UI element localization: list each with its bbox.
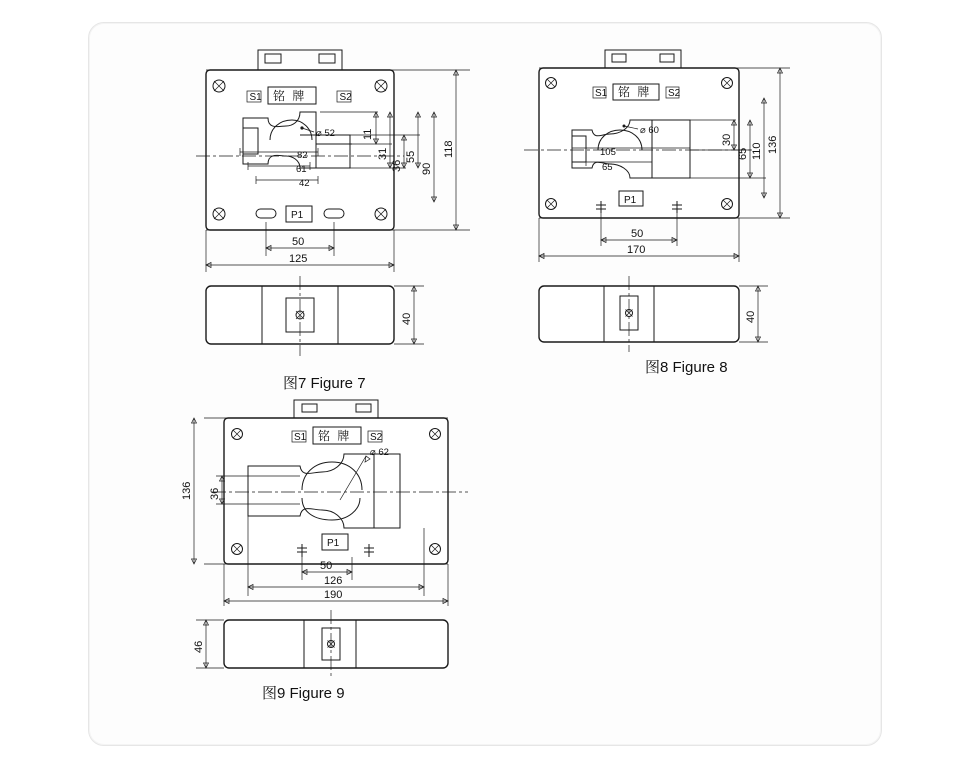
svg-text:105: 105	[600, 147, 616, 158]
svg-text:190: 190	[324, 589, 343, 601]
svg-text:125: 125	[289, 253, 308, 265]
figure-8-diameter-label: ⌀ 60	[640, 125, 659, 136]
figure-8-side-height: 40	[745, 310, 757, 323]
svg-text:61: 61	[296, 164, 307, 175]
svg-text:136: 136	[181, 481, 193, 500]
svg-text:31: 31	[377, 147, 389, 160]
figure-7-terminal-s2: S2	[339, 92, 352, 103]
figure-8-terminal-s1: S1	[595, 88, 608, 99]
figure-8-horizontal-dims	[539, 213, 739, 262]
figure-7-side-height: 40	[401, 312, 413, 325]
figure-8-caption: 图8 Figure 8	[645, 359, 728, 376]
figure-8-p1-label: P1	[624, 195, 637, 206]
figure-7-terminal-s1: S1	[249, 92, 262, 103]
svg-text:118: 118	[443, 140, 455, 158]
figure-7-diameter-label: ⌀ 52	[316, 128, 335, 139]
figure-9-diameter-label: ⌀ 62	[370, 447, 389, 458]
svg-text:110: 110	[751, 142, 763, 160]
svg-text:50: 50	[292, 236, 305, 248]
figure-7-caption: 图7 Figure 7	[283, 375, 366, 392]
figure-9-caption: 图9 Figure 9	[262, 685, 345, 702]
figure-8-nameplate: 铭 牌	[618, 85, 652, 99]
svg-text:42: 42	[299, 178, 310, 189]
svg-text:65: 65	[737, 147, 749, 160]
figure-8-group	[524, 50, 790, 352]
figure-8-terminal-s2: S2	[668, 88, 681, 99]
figure-9-side-height: 46	[193, 640, 205, 653]
figure-7-group	[196, 50, 470, 356]
svg-text:30: 30	[721, 133, 733, 146]
svg-text:170: 170	[627, 244, 646, 256]
svg-text:50: 50	[631, 228, 644, 240]
figure-9-p1-label: P1	[327, 538, 340, 549]
figure-7-p1-label: P1	[291, 210, 304, 221]
figure-7-nameplate: 铭 牌	[273, 89, 307, 103]
svg-text:65: 65	[602, 162, 613, 173]
svg-text:11: 11	[362, 128, 374, 140]
svg-text:55: 55	[405, 150, 417, 163]
svg-text:126: 126	[324, 575, 343, 587]
figure-9-nameplate: 铭 牌	[318, 429, 352, 443]
svg-text:82: 82	[297, 150, 308, 161]
figure-9-terminal-s2: S2	[370, 432, 383, 443]
svg-text:90: 90	[421, 162, 433, 175]
figure-9-group	[181, 400, 468, 678]
svg-text:136: 136	[767, 135, 779, 154]
svg-text:50: 50	[320, 560, 333, 572]
figure-9-terminal-s1: S1	[294, 432, 307, 443]
svg-text:36: 36	[209, 487, 221, 500]
svg-text:36: 36	[391, 159, 403, 172]
